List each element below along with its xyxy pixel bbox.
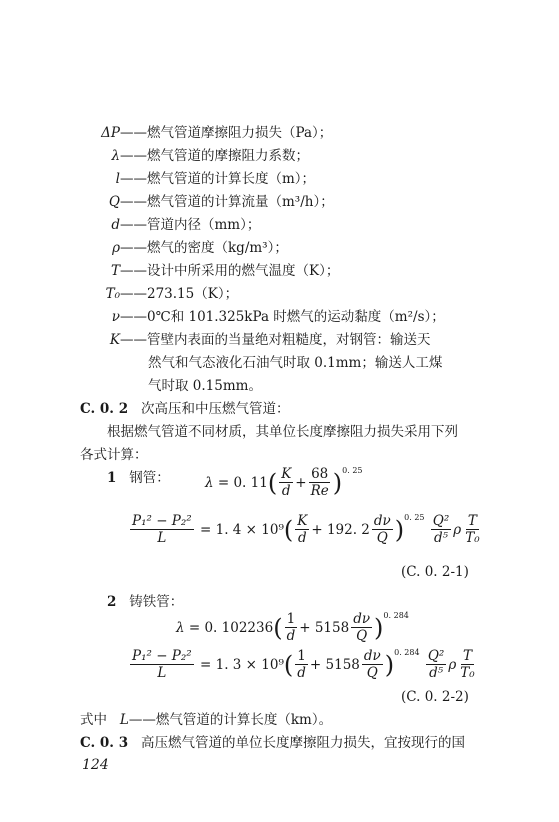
eq-denominator: d	[297, 665, 306, 681]
def-symbol: T	[110, 263, 120, 279]
eq-paren: )	[374, 613, 384, 642]
def-text: 设计中所采用的燃气温度（K）；	[147, 263, 340, 279]
eq-numerator: 1	[286, 611, 296, 627]
eq-denominator: T₀	[465, 530, 480, 546]
eq-denominator: L	[157, 665, 167, 681]
eq-fraction	[463, 513, 481, 546]
def-symbol: Q	[108, 194, 120, 210]
eq-fraction	[431, 513, 451, 546]
eq-fraction	[279, 466, 293, 499]
def-text: 燃气管道的计算长度（km）。	[155, 712, 333, 728]
def-symbol: l	[115, 171, 120, 187]
list-item-steel	[107, 469, 170, 487]
eq-numerator: P₁² − P₂²	[132, 513, 192, 529]
eq-symbol: ρ	[453, 521, 462, 538]
eq-paren: (	[283, 515, 294, 544]
eq-numerator: T	[467, 513, 477, 529]
section-heading	[80, 734, 465, 752]
def-row	[78, 239, 288, 257]
section-text: 高压燃气管道的单位长度摩擦阻力损失，宜按现行的国	[140, 735, 465, 751]
def-text: 燃气的密度（kg/m³）；	[147, 240, 288, 256]
eq-fraction	[130, 513, 194, 546]
eq-coefficient: 1. 3 × 10⁹	[215, 656, 284, 673]
equation-lambda-steel	[205, 466, 363, 499]
def-row	[78, 193, 334, 211]
eq-fraction	[351, 611, 372, 644]
eq-operator: +	[299, 619, 311, 636]
eq-numerator: 1	[297, 648, 306, 664]
eq-paren: (	[283, 650, 294, 679]
eq-operator: +	[311, 521, 323, 538]
eq-coefficient: 192. 2	[326, 521, 370, 538]
eq-fraction	[130, 648, 194, 681]
eq-denominator: d⁵	[429, 665, 444, 681]
def-row	[78, 216, 260, 234]
def-symbol: L	[119, 712, 129, 728]
eq-coefficient: 0. 102236	[204, 619, 274, 636]
eq-coefficient: 5158	[314, 619, 350, 636]
def-symbol: d	[111, 217, 120, 233]
def-text: 0℃和 101.325kPa 时燃气的运动黏度（m²/s）；	[147, 309, 445, 325]
list-item-cast-iron	[107, 593, 183, 611]
item-label: 铸铁管：	[129, 594, 184, 610]
equation-number: (C. 0. 2-1)	[401, 564, 469, 580]
eq-paren: (	[267, 468, 278, 497]
def-continuation: 然气和气态液化石油气时取 0.1mm；输送人工煤	[148, 355, 443, 371]
def-symbol: ρ	[112, 240, 120, 256]
def-symbol: T₀	[105, 286, 120, 302]
def-symbol: λ	[111, 148, 120, 164]
eq-denominator: d	[281, 483, 291, 499]
def-dash: ——	[120, 148, 147, 164]
eq-paren: )	[384, 650, 395, 679]
eq-symbol: λ	[205, 474, 214, 491]
item-label: 钢管：	[129, 470, 170, 486]
def-symbol: ΔP	[101, 125, 120, 141]
eq-fraction	[426, 648, 446, 681]
def-dash: ——	[120, 125, 147, 141]
eq-denominator: d	[297, 530, 307, 546]
eq-operator: =	[188, 619, 201, 636]
eq-operator: +	[295, 474, 307, 491]
def-dash: ——	[120, 286, 147, 302]
def-text: 燃气管道的摩擦阻力系数；	[147, 148, 309, 164]
def-continuation: 气时取 0.15mm。	[148, 378, 262, 394]
eq-denominator: Q	[366, 665, 378, 681]
eq-numerator: K	[297, 513, 308, 529]
def-symbol: K	[109, 332, 120, 348]
def-row	[78, 285, 238, 303]
equation-pressure-cast-iron	[128, 648, 479, 681]
def-dash: ——	[128, 712, 156, 728]
section-title: 次高压和中压燃气管道：	[140, 401, 290, 417]
eq-operator: +	[309, 656, 322, 673]
eq-fraction	[295, 513, 309, 546]
item-number: 2	[107, 594, 117, 610]
eq-operator: =	[200, 656, 212, 673]
eq-exponent: 0. 25	[342, 466, 363, 475]
eq-numerator: dν	[353, 611, 371, 627]
eq-exponent: 0. 284	[394, 648, 420, 657]
def-text: 燃气管道的计算长度（m）；	[147, 171, 316, 187]
section-heading	[80, 400, 289, 418]
eq-fraction	[309, 466, 331, 499]
eq-fraction	[372, 513, 393, 546]
def-dash: ——	[120, 171, 147, 187]
eq-numerator: Q²	[432, 513, 450, 529]
eq-numerator: dν	[363, 648, 381, 664]
paragraph-line: 根据燃气管道不同材质，其单位长度摩擦阻力损失采用下列	[107, 424, 458, 440]
eq-numerator: K	[281, 466, 292, 482]
def-dash: ——	[120, 263, 147, 279]
eq-denominator: Q	[376, 530, 388, 546]
eq-numerator: dν	[373, 513, 391, 529]
def-row	[78, 170, 315, 188]
eq-paren: )	[394, 515, 405, 544]
eq-symbol: λ	[176, 619, 185, 636]
eq-coefficient: 5158	[325, 656, 360, 673]
def-dash: ——	[120, 240, 147, 256]
eq-exponent: 0. 284	[383, 611, 409, 620]
def-text: 燃气管道的计算流量（m³/h）；	[147, 194, 334, 210]
eq-denominator: Re	[310, 483, 329, 499]
def-row	[78, 124, 332, 142]
eq-denominator: L	[157, 530, 167, 546]
eq-numerator: 68	[311, 466, 329, 482]
eq-denominator: Q	[356, 628, 368, 644]
section-number: C. 0. 3	[80, 735, 129, 751]
def-symbol: ν	[111, 309, 120, 325]
eq-denominator: d	[286, 628, 296, 644]
def-dash: ——	[120, 217, 147, 233]
eq-fraction	[285, 611, 298, 644]
eq-denominator: T₀	[460, 665, 475, 681]
def-text: 燃气管道摩擦阻力损失（Pa）；	[147, 125, 333, 141]
eq-numerator: Q²	[427, 648, 445, 664]
def-row	[78, 147, 309, 165]
def-row	[78, 262, 339, 280]
eq-numerator: P₁² − P₂²	[132, 648, 192, 664]
eq-symbol: ρ	[448, 656, 457, 673]
eq-paren: (	[273, 613, 283, 642]
def-row	[78, 331, 431, 349]
equation-number: (C. 0. 2-2)	[401, 689, 469, 705]
def-dash: ——	[120, 194, 147, 210]
where-clause	[80, 711, 332, 729]
eq-fraction	[458, 648, 476, 681]
def-dash: ——	[120, 332, 147, 348]
eq-numerator: T	[462, 648, 472, 664]
eq-coefficient: 1. 4 × 10⁹	[215, 521, 284, 538]
eq-operator: =	[200, 521, 212, 538]
equation-pressure-steel	[128, 513, 484, 546]
def-row	[78, 308, 445, 326]
eq-fraction	[295, 648, 308, 681]
eq-operator: =	[217, 474, 230, 491]
eq-coefficient: 0. 11	[233, 474, 268, 491]
page-number: 124	[82, 757, 109, 773]
def-text: 273.15（K）；	[147, 286, 239, 302]
eq-exponent: 0. 25	[404, 513, 425, 522]
def-text: 管道内径（mm）；	[147, 217, 261, 233]
eq-paren: )	[332, 468, 343, 497]
paragraph-line: 各式计算：	[80, 447, 148, 463]
eq-fraction	[362, 648, 383, 681]
item-number: 1	[107, 470, 117, 486]
def-dash: ——	[120, 309, 147, 325]
where-label: 式中	[80, 712, 107, 728]
eq-denominator: d⁵	[434, 530, 449, 546]
def-text: 管壁内表面的当量绝对粗糙度，对钢管：输送天	[147, 332, 431, 348]
equation-lambda-cast-iron	[176, 611, 409, 644]
section-number: C. 0. 2	[80, 401, 129, 417]
